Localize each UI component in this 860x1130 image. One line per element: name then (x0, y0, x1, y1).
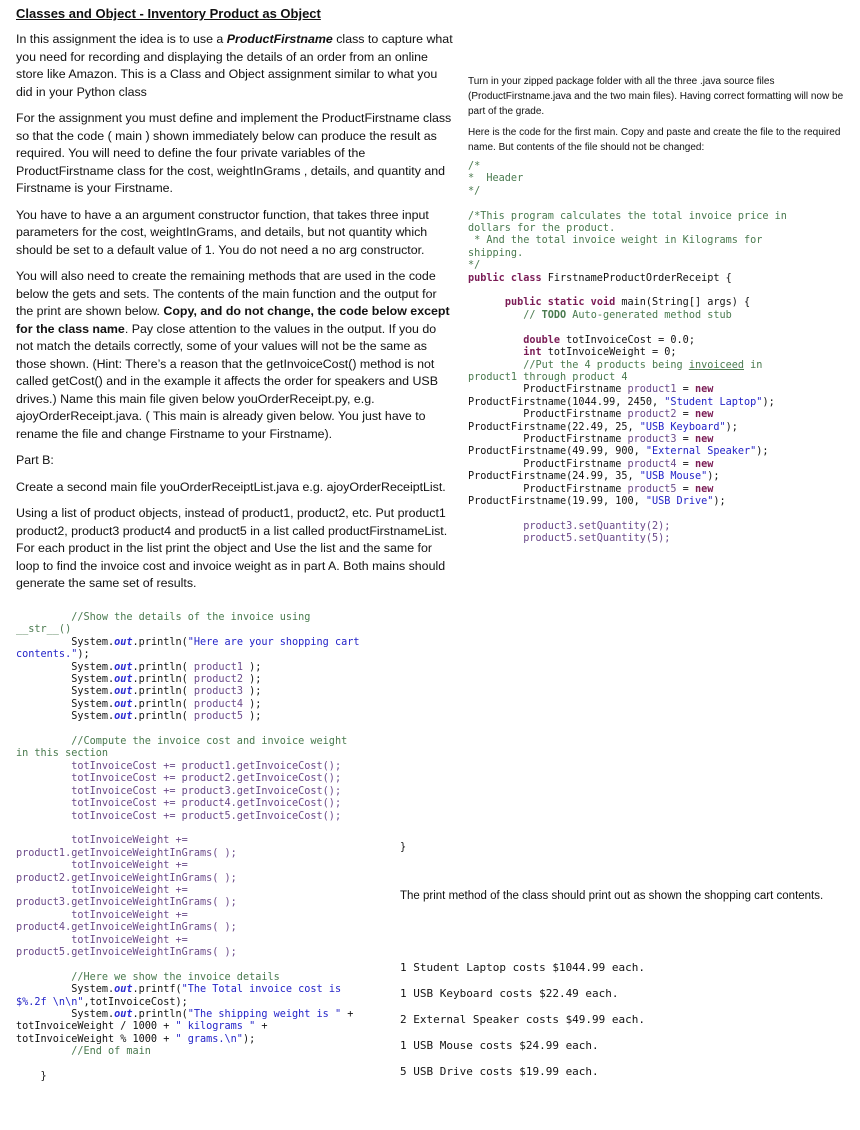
shopping-cart-string: "Here are your shopping cart contents." (16, 636, 360, 661)
println-line: System.out.println( product1 ); (16, 661, 262, 673)
weight-line: totInvoiceWeight += product5.getInvoiceWeightInGrams( ); (16, 934, 237, 958)
expected-output (400, 955, 645, 1085)
copy-code-paragraph: Here is the code for the first main. Copy and paste and create the file to the required name. But contents of the file should not be changed: (468, 127, 841, 153)
code-column (468, 74, 848, 546)
class-closing-brace: } (400, 842, 407, 853)
methods-paragraph: You will also need to create the remaining methods that are used in the code below the gets and sets. The contents of the main function and the output for the print are shown below. Copy, and do not change, the code below except for the class name. Pay close attention to the values in the output. If you do not match the details correctly, some of your values will not be the same as those shown. (Hint: There’s a reason that the getInvoiceCost() method is not called getCost() and in the example it affects the order for speakers and USB drives.) Name this main file given below youOrderReceipt.py, e.g. ajoyOrderReceipt.java. ( This main is already given below. You just have to rename the file and change Firstname to your Firstname). (16, 269, 450, 441)
part-b-heading: Part B: (16, 453, 54, 467)
println-line: System.out.println( product3 ); (16, 686, 262, 698)
output-line: 5 USB Drive costs $19.99 each. (400, 1065, 599, 1078)
class-name-emphasis: ProductFirstname (226, 32, 333, 46)
weight-line: totInvoiceWeight += product1.getInvoiceWeightInGrams( ); (16, 835, 237, 859)
println-line: System.out.println( product5 ); (16, 711, 262, 723)
class-declaration: FirstnameProductOrderReceipt { (541, 272, 732, 284)
product-declaration: ProductFirstname product1 = new ProductFirstname(1044.99, 2450, "Student Laptop"); (468, 384, 775, 408)
invoice-cost-lines (16, 761, 341, 822)
show-details-comment: //Show the details of the invoice using __str__() (16, 612, 311, 636)
requirements-paragraph: For the assignment you must define and implement the ProductFirstname class so that the code ( main ) shown immediately below can produce the result as required. You will need to define the four private variables of the ProductFirstname class for the cost, weightInGrams , details, and quantity and Firstname is your Firstname. (16, 111, 452, 195)
header-comment: /* * Header */ (468, 161, 524, 197)
cost-line: totInvoiceCost += product3.getInvoiceCost(); (71, 785, 342, 797)
output-line: 2 External Speaker costs $49.99 each. (400, 1013, 646, 1026)
set-quantity-3: product3.setQuantity(2); (523, 520, 671, 532)
end-of-main-comment: //End of main (71, 1046, 151, 1058)
compute-comment: //Compute the invoice cost and invoice weight in this section (16, 736, 348, 760)
invoice-details-comment: //Here we show the invoice details (71, 971, 280, 983)
product-declaration: ProductFirstname product2 = new ProductFirstname(22.49, 25, "USB Keyboard"); (468, 409, 738, 433)
constructor-paragraph: You have to have a an argument constructor function, that takes three input parameters for the cost, weightInGrams, and details, but not quantity which should be set to a default value of 1. You do not need a no arg constructor. (16, 207, 429, 257)
total-cost-format-string: "The Total invoice cost is $%.2f \n\n" (16, 984, 342, 1008)
output-line: 1 Student Laptop costs $1044.99 each. (400, 961, 646, 974)
weight-line: totInvoiceWeight += product3.getInvoiceWeightInGrams( ); (16, 884, 237, 909)
todo-marker: TODO (541, 309, 567, 321)
print-method-note: The print method of the class should print out as shown the shopping cart contents. (400, 890, 824, 902)
code-block-bottom: //Show the details of the invoice using __str__() System.out.println("Here are your shopping cart contents."); System.out.println( product1 ); System.out.println( product2 ); System.out.println( product3 ); System.out.println( product4 ); System.out.println( product5 ); //Compute the invoice cost and invoice weight in this section totInvoiceCost += product1.getInvoiceCost(); totInvoiceCost += product2.getInvoiceCost(); totInvoiceCost += product3.getInvoiceCost(); totInvoiceCost += product4.getInvoiceCost(); totInvoiceCost += product5.getInvoiceCost(); totInvoiceWeight += product1.getInvoiceWeightInGrams( ); totInvoiceWeight += product2.getInvoiceWeightInGrams( ); totInvoiceWeight += product3.getInvoiceWeightInGrams( ); totInvoiceWeight += product4.getInvoiceWeightInGrams( ); totInvoiceWeight += product5.getInvoiceWeightInGrams( ); //Here we show the invoice details System.out.printf("The Total invoice cost is $%.2f \n\n",totInvoiceCost); System.out.println("The shipping weight is " + totInvoiceWeight / 1000 + " kilograms " + totInvoiceWeight % 1000 + " grams.\n"); //End of main } (16, 612, 360, 1083)
shipping-weight-string: "The shipping weight is " (187, 1009, 342, 1020)
cost-line: totInvoiceCost += product4.getInvoiceCost(); (71, 798, 342, 810)
weight-line: totInvoiceWeight += product2.getInvoiceWeightInGrams( ); (16, 860, 237, 884)
product-declaration: ProductFirstname product5 = new ProductFirstname(19.99, 100, "USB Drive"); (468, 483, 726, 507)
product-declaration: ProductFirstname product4 = new ProductFirstname(24.99, 35, "USB Mouse"); (468, 458, 720, 483)
product-declarations (468, 384, 775, 507)
output-line: 1 USB Keyboard costs $22.49 each. (400, 987, 619, 1000)
weight-line: totInvoiceWeight += product4.getInvoiceWeightInGrams( ); (16, 909, 237, 934)
weight-declaration: totInvoiceWeight = 0; (541, 347, 677, 359)
main-closing-brace: } (40, 1071, 47, 1083)
cost-line: totInvoiceCost += product1.getInvoiceCost(); (71, 760, 342, 772)
page-title: Classes and Object - Inventory Product as Object (16, 6, 321, 21)
product-declaration: ProductFirstname product3 = new ProductFirstname(49.99, 900, "External Speaker"); (468, 433, 769, 458)
cost-line: totInvoiceCost += product5.getInvoiceCost(); (71, 810, 342, 822)
println-product-lines (16, 662, 261, 723)
code-block-top: /* * Header */ /*This program calculates the total invoice price in dollars for the product. * And the total invoice weight in Kilograms for shipping. */ public class FirstnameProductOrderReceipt { public static void main(String[] args) { // TODO Auto-generated method stub double totInvoiceCost = 0.0; int totInvoiceWeight = 0; //Put the 4 products being invoiceed in product1 through product 4 ProductFirstname product1 = new ProductFirstname(1044.99, 2450, "Student Laptop"); ProductFirstname product2 = new ProductFirstname(22.49, 25, "USB Keyboard"); ProductFirstname product3 = new ProductFirstname(49.99, 900, "External Speaker"); ProductFirstname product4 = new ProductFirstname(24.99, 35, "USB Mouse"); ProductFirstname product5 = new ProductFirstname(19.99, 100, "USB Drive"); product3.setQuantity(2); product5.setQuantity(5); (468, 161, 787, 545)
assignment-text (16, 6, 456, 602)
part-b-list-paragraph: Using a list of product objects, instead of product1, product2, etc. Put product1 product2, product3 product4 and product5 in a list called productFirstnameList. For each product in the list print the object and Use the list and the same for loop to find the invoice cost and invoice weight as in part A. Both mains should generate the same set of results. (16, 506, 448, 590)
cost-declaration: totInvoiceCost = 0.0; (560, 334, 695, 346)
invoice-weight-lines (16, 835, 237, 958)
turn-in-paragraph: Turn in your zipped package folder with all the three .java source files (ProductFirstname.java and the two main files). Having correct formatting will now be part of the grade. (468, 76, 844, 117)
do-not-change-emphasis: Copy, and do not change, the code below except for the class name (16, 304, 450, 336)
intro-paragraph: In this assignment the idea is to use a ProductFirstname class to capture what you need for recording and displaying the details of an order from an online store like Amazon. This is a Class and Object assignment similar to what you did in your Python class (16, 32, 453, 99)
cost-line: totInvoiceCost += product2.getInvoiceCost(); (71, 773, 342, 785)
output-line: 1 USB Mouse costs $24.99 each. (400, 1039, 599, 1052)
set-quantity-5: product5.setQuantity(5); (523, 533, 671, 545)
println-line: System.out.println( product4 ); (16, 698, 262, 710)
part-b-file-paragraph: Create a second main file youOrderReceiptList.java e.g. ajoyOrderReceiptList. (16, 479, 446, 494)
println-line: System.out.println( product2 ); (16, 674, 262, 686)
main-signature: main(String[] args) { (615, 297, 751, 309)
class-description-comment: /*This program calculates the total invoice price in dollars for the product. * And the total invoice weight in Kilograms for shipping. */ (468, 210, 787, 272)
